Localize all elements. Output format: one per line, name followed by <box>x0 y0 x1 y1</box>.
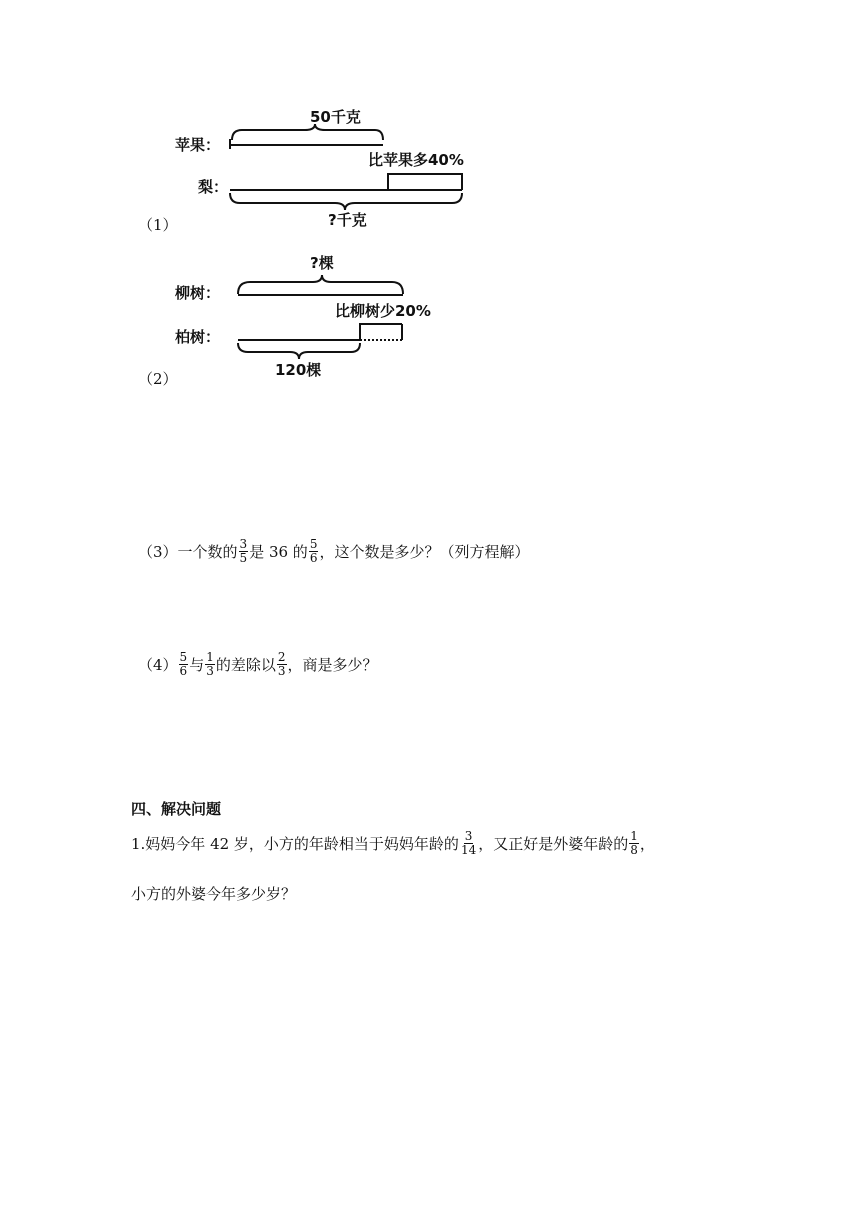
section-4-problem-1-line-2: 小方的外婆今年多少岁？ <box>131 885 297 903</box>
q4-suffix: ，商是多少？ <box>287 656 378 674</box>
q4-fraction-3: $\frac{2}{3}$ <box>277 650 286 678</box>
q3-suffix: ，这个数是多少？（列方程解） <box>319 543 530 561</box>
q2-number: （2） <box>138 370 178 388</box>
cypress-count-label: 120棵 <box>275 361 322 379</box>
problem-1-fraction-2: $\frac{1}{8}$ <box>630 829 638 857</box>
diagram-apple-pear <box>170 100 480 230</box>
q1-number: （1） <box>138 216 178 234</box>
q3-middle: 是 36 的 <box>249 543 308 561</box>
q4-fraction-2: $\frac{1}{3}$ <box>206 650 214 678</box>
problem-1-end: ， <box>639 835 655 853</box>
cypress-count-brace <box>238 343 360 359</box>
willow-label: 柳树： <box>175 284 221 302</box>
q4-mid-1: 与 <box>189 656 205 674</box>
problem-1-prefix: 1.妈妈今年 42 岁，小方的年龄相当于妈妈年龄的 <box>131 835 459 853</box>
cypress-compare-label: 比柳树少20% <box>335 302 431 320</box>
q4-text <box>138 651 378 678</box>
apple-label: 苹果： <box>175 136 221 154</box>
pear-total-brace <box>230 193 462 210</box>
cypress-label: 柏树： <box>175 328 221 346</box>
apple-weight-label: 50千克 <box>310 108 361 126</box>
pear-label: 梨： <box>198 178 229 196</box>
q3-fraction-2: $\frac{5}{6}$ <box>309 537 318 565</box>
section-4-problem-1-line-1 <box>131 830 655 857</box>
pear-compare-label: 比苹果多40% <box>368 151 464 169</box>
apple-weight-brace <box>232 124 383 140</box>
diagram-willow-cypress <box>170 248 460 383</box>
willow-total-label: ?棵 <box>310 254 334 272</box>
q4-fraction-1: $\frac{5}{6}$ <box>179 650 188 678</box>
q4-prefix: （4） <box>138 656 178 674</box>
section-4-title: 四、解决问题 <box>131 800 222 818</box>
q3-fraction-1: $\frac{3}{5}$ <box>239 537 248 565</box>
q3-prefix: （3）一个数的 <box>138 543 238 561</box>
q3-text <box>138 538 529 565</box>
pear-total-label: ?千克 <box>328 211 367 229</box>
problem-1-middle: ，又正好是外婆年龄的 <box>478 835 629 853</box>
q4-mid-2: 的差除以 <box>215 656 276 674</box>
problem-1-fraction-1: $\frac{3}{14}$ <box>460 829 477 857</box>
willow-total-brace <box>238 275 403 294</box>
pear-extra-segment <box>388 174 462 190</box>
